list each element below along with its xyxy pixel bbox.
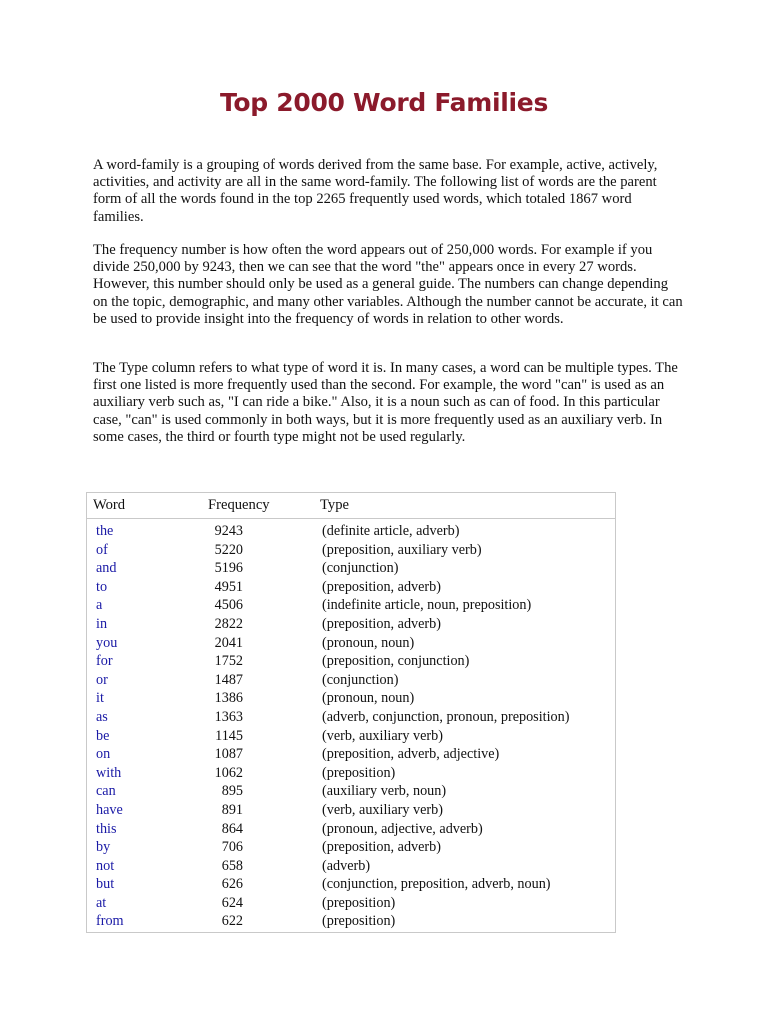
frequency-cell: 706 [221, 839, 243, 856]
word-cell: but [96, 876, 115, 893]
table-body [87, 522, 615, 931]
table-row [87, 671, 615, 690]
table-row [87, 894, 615, 913]
frequency-cell: 626 [221, 876, 243, 893]
table-row [87, 745, 615, 764]
frequency-explanation-paragraph: The frequency number is how often the word appears out of 250,000 words. For example if you divide 250,000 by 9243, then we can see that the word "the" appears once in every 27 words. However, this number should only be used as a general guide. The numbers can change depending on the topic, demographic, and many other variables. Although the number cannot be accurate, it can be used to provide insight into the frequency of words in relation to other words. [93, 242, 683, 327]
type-cell: (preposition, adverb) [322, 615, 441, 632]
table-row [87, 559, 615, 578]
frequency-cell: 1062 [214, 764, 243, 781]
frequency-cell: 891 [221, 801, 243, 818]
type-cell: (preposition, adverb) [322, 839, 441, 856]
type-cell: (preposition) [322, 913, 396, 930]
table-row [87, 578, 615, 597]
type-cell: (preposition, auxiliary verb) [322, 541, 482, 558]
frequency-cell: 895 [221, 783, 243, 800]
column-header-frequency: Frequency [208, 497, 270, 513]
word-cell: on [96, 746, 111, 763]
word-cell: by [96, 839, 111, 856]
word-cell: and [96, 560, 117, 577]
frequency-cell: 622 [221, 913, 243, 930]
frequency-cell: 1363 [214, 708, 243, 725]
frequency-cell: 2041 [214, 634, 243, 651]
frequency-cell: 1487 [214, 671, 243, 688]
word-cell: you [96, 634, 118, 651]
word-cell: in [96, 615, 108, 632]
table-row [87, 727, 615, 746]
frequency-cell: 1145 [215, 727, 243, 744]
type-cell: (adverb) [322, 857, 371, 874]
word-cell: it [96, 690, 104, 707]
type-cell: (pronoun, noun) [322, 690, 415, 707]
frequency-cell: 1386 [214, 690, 243, 707]
frequency-cell: 5220 [214, 541, 243, 558]
table-row [87, 689, 615, 708]
word-cell: for [96, 653, 113, 670]
type-cell: (pronoun, adjective, adverb) [322, 820, 483, 837]
word-cell: of [96, 541, 108, 558]
frequency-cell: 2822 [214, 615, 243, 632]
type-cell: (pronoun, noun) [322, 634, 415, 651]
word-cell: have [96, 801, 123, 818]
type-cell: (adverb, conjunction, pronoun, preposition) [322, 708, 570, 725]
table-row [87, 596, 615, 615]
type-cell: (auxiliary verb, noun) [322, 783, 447, 800]
table-row [87, 522, 615, 541]
type-cell: (conjunction) [322, 671, 399, 688]
frequency-cell: 624 [221, 894, 243, 911]
table-row [87, 801, 615, 820]
frequency-cell: 864 [221, 820, 243, 837]
type-cell: (conjunction) [322, 560, 399, 577]
column-header-word: Word [93, 497, 126, 513]
table-row [87, 838, 615, 857]
table-row [87, 652, 615, 671]
type-explanation-paragraph: The Type column refers to what type of word it is. In many cases, a word can be multiple types. The first one listed is more frequently used than the second. For example, the word "can" is used as an auxiliary verb such as, "I can ride a bike." Also, it is a noun such as can of food. In this particular case, "can" is used commonly in both ways, but it is more frequently used as an auxiliary verb. In some cases, the third or fourth type might not be used regularly. [93, 360, 678, 445]
frequency-cell: 5196 [214, 560, 243, 577]
table-row [87, 708, 615, 727]
word-cell: with [96, 764, 122, 781]
table-header [87, 493, 615, 519]
table-row [87, 857, 615, 876]
type-cell: (preposition, adverb, adjective) [322, 746, 500, 763]
word-cell: to [96, 578, 108, 595]
word-frequency-table [86, 492, 616, 933]
table-row [87, 615, 615, 634]
word-cell: be [96, 727, 110, 744]
word-cell: a [96, 597, 103, 614]
frequency-cell: 4506 [214, 597, 243, 614]
table-row [87, 875, 615, 894]
word-cell: this [96, 820, 117, 837]
frequency-cell: 1752 [214, 653, 243, 670]
frequency-cell: 1087 [214, 746, 243, 763]
table-row [87, 541, 615, 560]
word-cell: from [96, 913, 124, 930]
frequency-cell: 9243 [214, 523, 243, 539]
word-cell: or [96, 671, 108, 688]
intro-paragraph: A word-family is a grouping of words derived from the same base. For example, active, actively, activities, and activity are all in the same word-family. The following list of words are the parent form of all the words found in the top 2265 frequently used words, which totaled 1867 word families. [93, 157, 658, 225]
table-row [87, 634, 615, 653]
type-cell: (preposition) [322, 764, 396, 781]
type-cell: (definite article, adverb) [322, 523, 460, 539]
frequency-cell: 4951 [214, 578, 243, 595]
table-row [87, 764, 615, 783]
type-cell: (conjunction, preposition, adverb, noun) [322, 876, 551, 893]
table-row [87, 820, 615, 839]
table-row [87, 912, 615, 931]
frequency-cell: 658 [221, 857, 243, 874]
page-title: Top 2000 Word Families [219, 88, 549, 117]
word-cell: not [96, 857, 115, 874]
word-cell: can [96, 783, 116, 800]
type-cell: (verb, auxiliary verb) [322, 727, 443, 744]
type-cell: (preposition, conjunction) [322, 653, 470, 670]
type-cell: (preposition, adverb) [322, 578, 441, 595]
table-row [87, 782, 615, 801]
word-cell: at [96, 894, 107, 911]
word-cell: the [96, 523, 114, 539]
type-cell: (verb, auxiliary verb) [322, 801, 443, 818]
type-cell: (preposition) [322, 894, 396, 911]
type-cell: (indefinite article, noun, preposition) [322, 597, 532, 614]
column-header-type: Type [320, 497, 349, 513]
word-cell: as [96, 708, 108, 725]
